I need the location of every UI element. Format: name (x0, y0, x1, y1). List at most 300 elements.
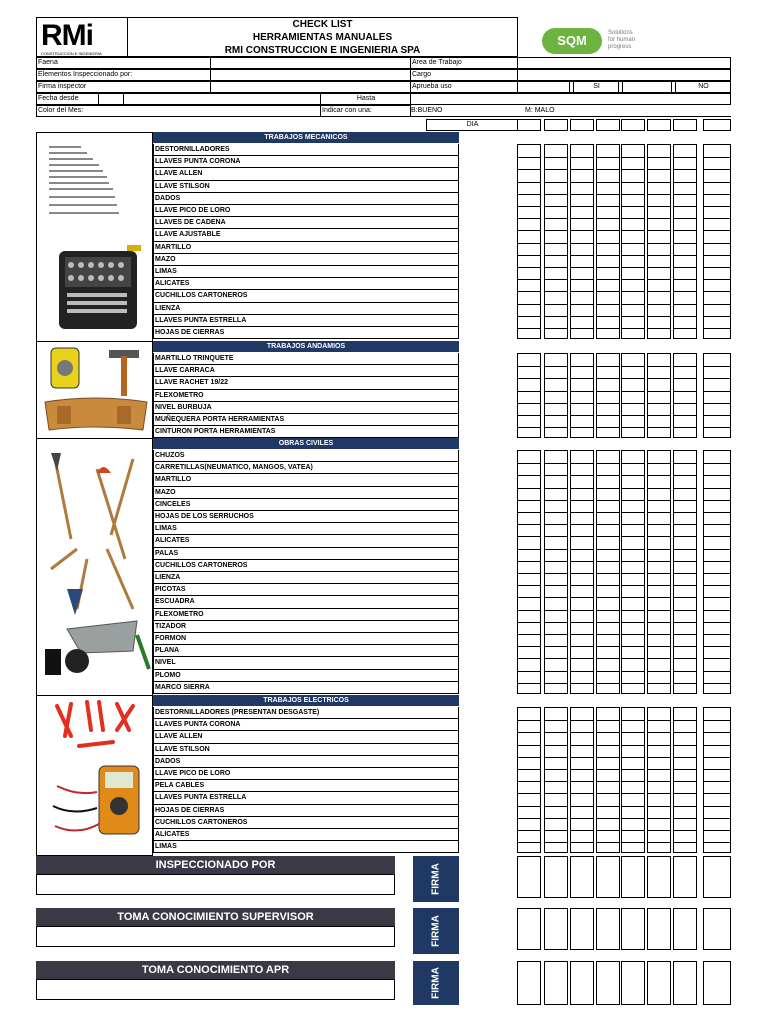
check-cell-line (597, 304, 619, 305)
check-cell-line (518, 757, 540, 758)
check-cell-line (597, 745, 619, 746)
check-cell-line (571, 206, 593, 207)
check-cell-line (545, 279, 567, 280)
check-cell-line (571, 488, 593, 489)
check-cell-line (704, 634, 730, 635)
signature-day-cell[interactable] (517, 856, 541, 898)
check-cell-line (648, 512, 670, 513)
electrical-tools-image (36, 695, 153, 856)
day-check-column[interactable] (673, 450, 697, 694)
day-check-column[interactable] (673, 707, 697, 853)
check-cell-line (571, 549, 593, 550)
check-cell-line (622, 328, 644, 329)
rmi-logo-subtitle: CONSTRUCCION E INGENIERIA (41, 51, 102, 56)
day-check-column[interactable] (647, 144, 671, 339)
check-cell-line (518, 842, 540, 843)
check-cell-line (648, 818, 670, 819)
check-cell-line (704, 500, 730, 501)
check-cell-line (597, 243, 619, 244)
check-cell-line (674, 182, 696, 183)
check-cell-line (704, 230, 730, 231)
check-cell-line (518, 391, 540, 392)
check-cell-line (674, 291, 696, 292)
check-cell-line (674, 757, 696, 758)
check-cell-line (597, 475, 619, 476)
check-cell-line (704, 218, 730, 219)
signature-day-cell[interactable] (673, 856, 697, 898)
check-cell-line (704, 818, 730, 819)
check-cell-line (648, 267, 670, 268)
area-trabajo-field[interactable] (517, 57, 731, 69)
check-cell-line (648, 304, 670, 305)
check-cell-line (674, 818, 696, 819)
check-cell-line (571, 769, 593, 770)
dia-day-cell[interactable] (647, 119, 671, 131)
check-cell-line (518, 769, 540, 770)
check-cell-line (704, 366, 730, 367)
day-check-column[interactable] (596, 450, 620, 694)
check-cell-line (704, 561, 730, 562)
dia-label: DIA (426, 119, 518, 131)
check-cell-line (622, 781, 644, 782)
check-cell-line (597, 806, 619, 807)
check-cell-line (704, 806, 730, 807)
check-cell-line (622, 720, 644, 721)
check-cell-line (518, 536, 540, 537)
checklist-item: MAZO (153, 254, 459, 266)
check-cell-line (648, 279, 670, 280)
check-cell-line (704, 658, 730, 659)
check-cell-line (648, 634, 670, 635)
check-cell-line (518, 328, 540, 329)
no-blank-field[interactable] (622, 81, 672, 93)
signature-day-cell[interactable] (621, 961, 645, 1005)
check-cell-line (704, 463, 730, 464)
check-cell-line (622, 403, 644, 404)
faena-field[interactable] (210, 57, 411, 69)
check-cell-line (674, 549, 696, 550)
checklist-item: LLAVE ALLEN (153, 168, 459, 180)
check-cell-line (622, 218, 644, 219)
signature-day-cell[interactable] (647, 961, 671, 1005)
check-cell-line (704, 585, 730, 586)
check-cell-line (622, 475, 644, 476)
dia-day-cell[interactable] (673, 119, 697, 131)
day-check-column[interactable] (570, 707, 594, 853)
check-cell-line (518, 622, 540, 623)
signature-day-cell[interactable] (673, 961, 697, 1005)
check-cell-line (597, 194, 619, 195)
check-cell-line (597, 524, 619, 525)
check-cell-line (597, 610, 619, 611)
checklist-item: LLAVE ALLEN (153, 731, 459, 743)
check-cell-line (622, 536, 644, 537)
check-cell-line (648, 622, 670, 623)
day-check-column[interactable] (621, 707, 645, 853)
checklist-item: MUÑEQUERA PORTA HERRAMIENTAS (153, 414, 459, 426)
day-check-column[interactable] (703, 707, 731, 853)
check-cell-line (674, 157, 696, 158)
check-cell-line (648, 206, 670, 207)
firma-inspector-label: Firma inspector (36, 81, 211, 93)
check-cell-line (704, 597, 730, 598)
elementos-field[interactable] (210, 69, 411, 81)
check-cell-line (571, 793, 593, 794)
check-cell-line (648, 757, 670, 758)
checklist-item: LLAVE AJUSTABLE (153, 229, 459, 241)
signature-day-cell[interactable] (596, 961, 620, 1005)
day-check-column[interactable] (647, 707, 671, 853)
day-check-column[interactable] (621, 144, 645, 339)
day-check-column[interactable] (673, 144, 697, 339)
day-check-column[interactable] (703, 144, 731, 339)
check-cell-line (545, 597, 567, 598)
signature-day-cell[interactable] (517, 961, 541, 1005)
signature-day-cell[interactable] (570, 961, 594, 1005)
fecha-desde-mid[interactable] (98, 93, 124, 105)
signature-name-field[interactable] (36, 874, 395, 895)
check-cell-line (674, 597, 696, 598)
check-cell-line (648, 403, 670, 404)
wrench-set-icon (37, 133, 152, 341)
check-cell-line (545, 732, 567, 733)
check-cell-line (545, 818, 567, 819)
check-cell-line (597, 230, 619, 231)
checklist-item: LLAVES PUNTA CORONA (153, 719, 459, 731)
signature-day-cell[interactable] (703, 961, 731, 1005)
checklist-item: MARCO SIERRA (153, 682, 459, 694)
check-cell-line (674, 230, 696, 231)
no-label: NO (675, 81, 731, 93)
check-cell-line (545, 757, 567, 758)
check-cell-line (518, 157, 540, 158)
section-header: OBRAS CIVILES (153, 438, 459, 449)
check-cell-line (545, 366, 567, 367)
check-cell-line (571, 842, 593, 843)
signature-name-field[interactable] (36, 979, 395, 1000)
checklist-item: LLAVE CARRACA (153, 365, 459, 377)
check-cell-line (597, 291, 619, 292)
check-cell-line (545, 157, 567, 158)
check-cell-line (704, 683, 730, 684)
si-label: SI (573, 81, 619, 93)
check-cell-line (648, 793, 670, 794)
signature-day-cell[interactable] (570, 856, 594, 898)
check-cell-line (704, 646, 730, 647)
sqm-tagline-2: for human (608, 37, 636, 43)
check-cell-line (545, 169, 567, 170)
day-check-column[interactable] (544, 450, 568, 694)
check-cell-line (518, 573, 540, 574)
day-check-column[interactable] (596, 707, 620, 853)
aprueba-blank-field[interactable] (517, 81, 570, 93)
check-cell-line (518, 671, 540, 672)
check-cell-line (571, 536, 593, 537)
cargo-field[interactable] (517, 69, 731, 81)
check-cell-line (597, 267, 619, 268)
check-cell-line (622, 267, 644, 268)
check-cell-line (674, 561, 696, 562)
bueno-label: B:BUENO (411, 107, 443, 114)
check-cell-line (597, 585, 619, 586)
check-cell-line (571, 255, 593, 256)
day-check-column[interactable] (570, 450, 594, 694)
check-cell-line (571, 279, 593, 280)
check-cell-line (518, 524, 540, 525)
civil-tools-image (36, 438, 153, 696)
check-cell-line (571, 781, 593, 782)
sqm-tagline-3: progress (608, 44, 632, 50)
check-cell-line (545, 255, 567, 256)
checklist-item: ALICATES (153, 278, 459, 290)
check-cell-line (571, 243, 593, 244)
check-cell-line (704, 524, 730, 525)
day-check-column[interactable] (570, 144, 594, 339)
signature-day-cell[interactable] (544, 961, 568, 1005)
signature-section-title: TOMA CONOCIMIENTO APR (36, 961, 395, 979)
day-check-column[interactable] (647, 353, 671, 438)
check-cell-line (622, 745, 644, 746)
check-cell-line (648, 806, 670, 807)
day-check-column[interactable] (596, 144, 620, 339)
check-cell-line (597, 218, 619, 219)
day-check-column[interactable] (517, 450, 541, 694)
check-cell-line (571, 378, 593, 379)
check-cell-line (622, 316, 644, 317)
check-cell-line (545, 463, 567, 464)
check-cell-line (571, 610, 593, 611)
day-check-column[interactable] (703, 450, 731, 694)
signature-day-cell[interactable] (517, 908, 541, 950)
check-cell-line (597, 427, 619, 428)
section-header: TRABAJOS MECANICOS (153, 132, 459, 143)
firma-label: FIRMA (430, 915, 442, 947)
check-cell-line (518, 585, 540, 586)
scaffold-tools-image (36, 341, 153, 439)
day-check-column[interactable] (570, 353, 594, 438)
check-cell-line (597, 255, 619, 256)
dia-day-cell[interactable] (517, 119, 541, 131)
check-cell-line (622, 524, 644, 525)
checklist-item: LLAVES PUNTA CORONA (153, 156, 459, 168)
check-cell-line (622, 732, 644, 733)
day-check-column[interactable] (621, 353, 645, 438)
signature-day-cell[interactable] (570, 908, 594, 950)
check-cell-line (571, 403, 593, 404)
checklist-item: PELA CABLES (153, 780, 459, 792)
check-cell-line (518, 243, 540, 244)
check-cell-line (622, 366, 644, 367)
check-cell-line (704, 720, 730, 721)
checklist-item: LIMAS (153, 266, 459, 278)
signature-day-cell[interactable] (703, 856, 731, 898)
sqm-logo-badge: SQM (542, 28, 602, 54)
check-cell-line (545, 218, 567, 219)
fecha-desde-field[interactable] (123, 93, 321, 105)
check-cell-line (622, 182, 644, 183)
check-cell-line (704, 291, 730, 292)
check-cell-line (597, 793, 619, 794)
check-cell-line (674, 415, 696, 416)
check-cell-line (622, 769, 644, 770)
pliers-multimeter-icon (37, 696, 152, 855)
check-cell-line (571, 291, 593, 292)
signature-name-field[interactable] (36, 926, 395, 947)
check-cell-line (518, 549, 540, 550)
check-cell-line (704, 671, 730, 672)
checklist-item: CUCHILLOS CARTONEROS (153, 817, 459, 829)
check-cell-line (518, 488, 540, 489)
dia-day-cell[interactable] (544, 119, 568, 131)
dia-day-cell[interactable] (570, 119, 594, 131)
signature-day-cell[interactable] (621, 908, 645, 950)
checklist-item: ESCUADRA (153, 596, 459, 608)
day-check-column[interactable] (544, 144, 568, 339)
check-cell-line (545, 391, 567, 392)
firma-inspector-field[interactable] (210, 81, 411, 93)
dia-day-cell[interactable] (621, 119, 645, 131)
checklist-item: LLAVE PICO DE LORO (153, 205, 459, 217)
checklist-item: NIVEL (153, 657, 459, 669)
day-check-column[interactable] (596, 353, 620, 438)
signature-day-cell[interactable] (596, 908, 620, 950)
check-cell-line (704, 415, 730, 416)
check-cell-line (622, 279, 644, 280)
check-cell-line (648, 230, 670, 231)
check-cell-line (674, 781, 696, 782)
check-cell-line (674, 622, 696, 623)
check-cell-line (674, 304, 696, 305)
check-cell-line (622, 683, 644, 684)
checklist-item: LIMAS (153, 523, 459, 535)
check-cell-line (704, 573, 730, 574)
check-cell-line (704, 243, 730, 244)
dia-day-cell[interactable] (596, 119, 620, 131)
check-cell-line (545, 206, 567, 207)
check-cell-line (545, 585, 567, 586)
signature-day-cell[interactable] (703, 908, 731, 950)
check-cell-line (545, 230, 567, 231)
check-cell-line (674, 806, 696, 807)
check-cell-line (545, 683, 567, 684)
check-cell-line (704, 488, 730, 489)
checklist-item: CHUZOS (153, 450, 459, 462)
check-cell-line (597, 169, 619, 170)
check-cell-line (545, 806, 567, 807)
check-cell-line (648, 415, 670, 416)
check-cell-line (648, 524, 670, 525)
day-check-column[interactable] (517, 144, 541, 339)
check-cell-line (597, 622, 619, 623)
signature-day-cell[interactable] (544, 856, 568, 898)
check-cell-line (622, 391, 644, 392)
check-cell-line (704, 475, 730, 476)
check-cell-line (674, 732, 696, 733)
title-line-1: CHECK LIST (292, 19, 353, 30)
check-cell-line (571, 475, 593, 476)
check-cell-line (518, 366, 540, 367)
check-cell-line (704, 732, 730, 733)
check-cell-line (674, 391, 696, 392)
check-cell-line (648, 255, 670, 256)
checklist-item: PICOTAS (153, 584, 459, 596)
hasta-label: Hasta (320, 93, 411, 105)
checklist-item: ALICATES (153, 535, 459, 547)
check-cell-line (648, 157, 670, 158)
signature-day-cell[interactable] (621, 856, 645, 898)
day-check-column[interactable] (517, 707, 541, 853)
signature-day-cell[interactable] (596, 856, 620, 898)
check-cell-line (597, 463, 619, 464)
sqm-tagline-1: Solutions (608, 30, 633, 36)
check-cell-line (704, 512, 730, 513)
check-cell-line (674, 488, 696, 489)
check-cell-line (622, 597, 644, 598)
day-check-column[interactable] (517, 353, 541, 438)
logo-box (36, 17, 128, 57)
checklist-item: CINTURON PORTA HERRAMIENTAS (153, 426, 459, 438)
check-cell-line (674, 218, 696, 219)
signature-day-cell[interactable] (673, 908, 697, 950)
day-check-column[interactable] (544, 707, 568, 853)
checklist-item: PLOMO (153, 670, 459, 682)
check-cell-line (518, 427, 540, 428)
check-cell-line (674, 194, 696, 195)
check-cell-line (518, 255, 540, 256)
check-cell-line (571, 622, 593, 623)
check-cell-line (518, 403, 540, 404)
check-cell-line (648, 427, 670, 428)
check-cell-line (674, 793, 696, 794)
checklist-item: LIMAS (153, 841, 459, 853)
mechanical-tools-image (36, 132, 153, 342)
check-cell-line (597, 206, 619, 207)
signature-day-cell[interactable] (647, 856, 671, 898)
check-cell-line (571, 366, 593, 367)
check-cell-line (648, 683, 670, 684)
day-check-column[interactable] (544, 353, 568, 438)
day-check-column[interactable] (703, 353, 731, 438)
elementos-label: Elementos Inspeccionado por: (36, 69, 211, 81)
check-cell-line (597, 488, 619, 489)
check-cell-line (545, 646, 567, 647)
check-cell-line (622, 415, 644, 416)
check-cell-line (518, 683, 540, 684)
check-cell-line (597, 316, 619, 317)
check-cell-line (518, 182, 540, 183)
checklist-item: HOJAS DE CIERRAS (153, 327, 459, 339)
check-cell-line (518, 597, 540, 598)
day-check-column[interactable] (647, 450, 671, 694)
check-cell-line (597, 366, 619, 367)
sqm-logo (542, 28, 636, 54)
day-check-column[interactable] (621, 450, 645, 694)
check-cell-line (518, 291, 540, 292)
check-cell-line (571, 830, 593, 831)
hasta-field[interactable] (410, 93, 731, 105)
checklist-item: NIVEL BURBUJA (153, 402, 459, 414)
signature-day-cell[interactable] (544, 908, 568, 950)
dia-day-cell[interactable] (703, 119, 731, 131)
signature-day-cell[interactable] (647, 908, 671, 950)
check-cell-line (571, 671, 593, 672)
check-cell-line (597, 512, 619, 513)
check-cell-line (518, 561, 540, 562)
check-cell-line (571, 512, 593, 513)
check-cell-line (674, 671, 696, 672)
day-check-column[interactable] (673, 353, 697, 438)
check-cell-line (571, 230, 593, 231)
